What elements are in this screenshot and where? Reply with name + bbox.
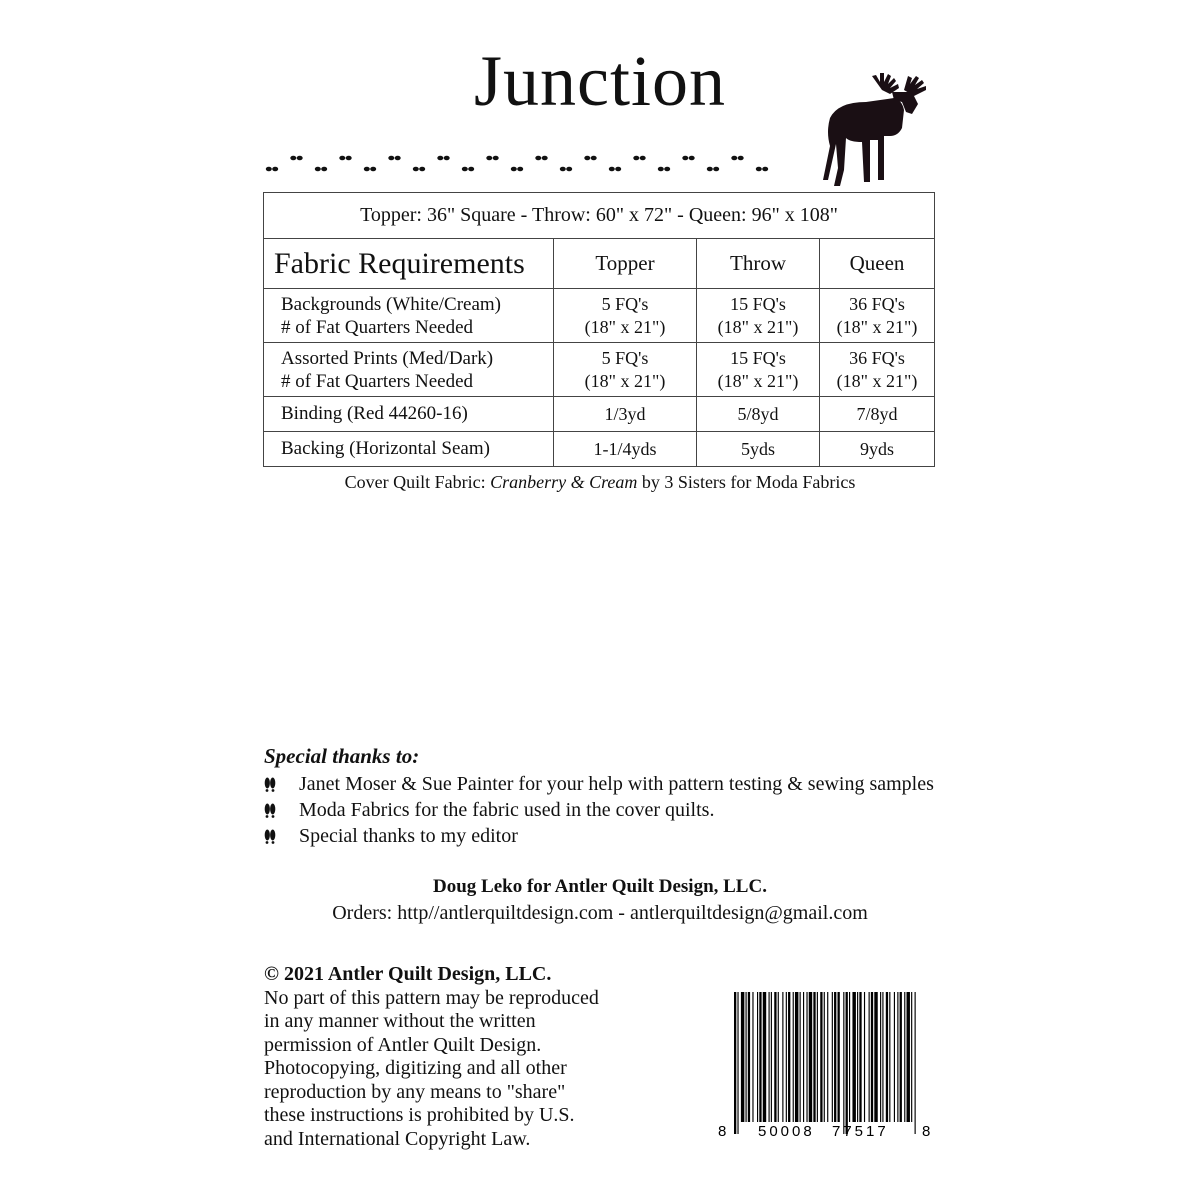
- column-throw: Throw: [697, 239, 820, 289]
- barcode-digit-check: 8: [922, 1123, 931, 1140]
- special-thanks-heading: Special thanks to:: [264, 744, 420, 768]
- row-label: Binding (Red 44260-16): [264, 397, 554, 432]
- table-cell: 1-1/4yds: [554, 432, 697, 467]
- fabric-requirements-table: [263, 192, 935, 467]
- table-cell: 5yds: [697, 432, 820, 467]
- table-row: [264, 432, 935, 467]
- row-label: Backgrounds (White/Cream) # of Fat Quarters Needed: [264, 289, 554, 343]
- moose-silhouette-icon: [820, 70, 970, 190]
- copyright-line: No part of this pattern may be reproduced: [264, 986, 599, 1009]
- list-item: Special thanks to my editor: [264, 823, 934, 849]
- hoof-print-icon: [264, 802, 276, 818]
- copyright-heading: © 2021 Antler Quilt Design, LLC.: [264, 963, 552, 985]
- copyright-notice: [264, 963, 684, 1151]
- special-thanks-list: [264, 771, 934, 849]
- copyright-line: reproduction by any means to "share": [264, 1080, 566, 1103]
- copyright-line: Photocopying, digitizing and all other: [264, 1057, 567, 1079]
- copyright-line: and International Copyright Law.: [264, 1127, 531, 1150]
- barcode-digit-lead: 8: [718, 1123, 727, 1140]
- hoof-print-icon: [264, 776, 276, 792]
- quilt-sizes: Topper: 36" Square - Throw: 60" x 72" - Queen: 96" x 108": [264, 193, 935, 239]
- hoof-print-icon: [264, 828, 276, 844]
- table-cell: 5 FQ's (18" x 21"): [554, 289, 697, 343]
- table-cell: 36 FQ's (18" x 21"): [820, 343, 935, 397]
- table-row: [264, 289, 935, 343]
- table-cell: 5 FQ's (18" x 21"): [554, 343, 697, 397]
- list-item: Moda Fabrics for the fabric used in the cover quilts.: [264, 797, 934, 823]
- barcode-digits-right: 77517: [832, 1123, 889, 1140]
- hoof-prints-icon: [262, 148, 782, 180]
- copyright-line: these instructions is prohibited by U.S.: [264, 1104, 575, 1126]
- table-row: [264, 397, 935, 432]
- fabric-requirements-header: Fabric Requirements: [264, 239, 554, 289]
- column-topper: Topper: [554, 239, 697, 289]
- list-item: Janet Moser & Sue Painter for your help with pattern testing & sewing samples: [264, 771, 934, 797]
- copyright-line: in any manner without the written: [264, 1010, 536, 1032]
- cover-fabric-note: Cover Quilt Fabric: Cranberry & Cream by 3 Sisters for Moda Fabrics: [344, 472, 856, 492]
- pattern-title: Junction: [474, 41, 726, 121]
- orders-contact: Orders: http//antlerquiltdesign.com - antlerquiltdesign@gmail.com: [332, 902, 868, 924]
- copyright-line: permission of Antler Quilt Design.: [264, 1033, 542, 1056]
- barcode-digits-left: 50008: [758, 1123, 815, 1140]
- table-cell: 9yds: [820, 432, 935, 467]
- row-label: Backing (Horizontal Seam): [264, 432, 554, 467]
- column-queen: Queen: [820, 239, 935, 289]
- row-label: Assorted Prints (Med/Dark) # of Fat Quarters Needed: [264, 343, 554, 397]
- upc-barcode: [716, 990, 936, 1140]
- table-cell: 15 FQ's (18" x 21"): [697, 343, 820, 397]
- table-cell: 15 FQ's (18" x 21"): [697, 289, 820, 343]
- designer-credit: Doug Leko for Antler Quilt Design, LLC.: [433, 876, 767, 897]
- table-row: [264, 343, 935, 397]
- table-cell: 1/3yd: [554, 397, 697, 432]
- table-cell: 36 FQ's (18" x 21"): [820, 289, 935, 343]
- table-cell: 7/8yd: [820, 397, 935, 432]
- table-cell: 5/8yd: [697, 397, 820, 432]
